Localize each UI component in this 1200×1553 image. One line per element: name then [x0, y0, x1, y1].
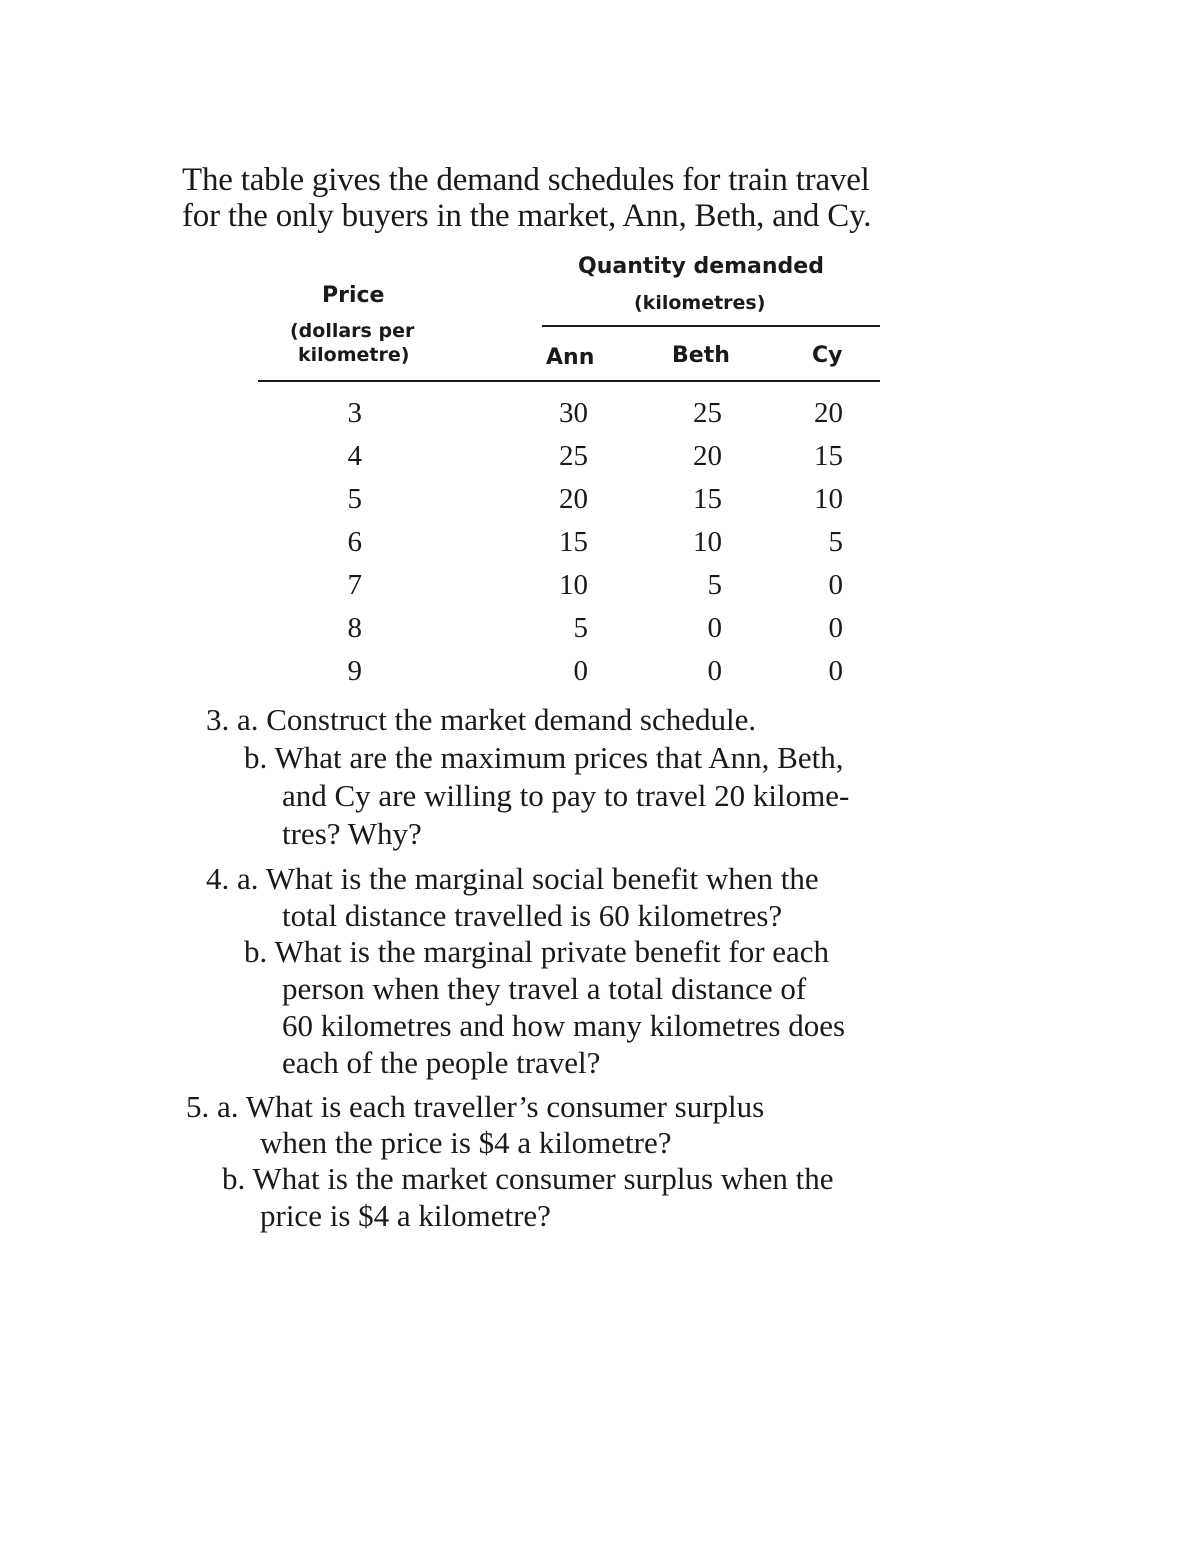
table-cell-cy: 15: [814, 440, 843, 472]
table-cell-beth: 0: [707, 655, 722, 687]
table-cell-price: 9: [347, 655, 362, 687]
table-cell-beth: 5: [707, 569, 722, 601]
question-5a-line-1: 5. a. What is each traveller’s consumer surplus: [186, 1089, 765, 1124]
table-cell-cy: 0: [828, 612, 843, 644]
table-cell-ann: 30: [559, 397, 588, 429]
question-4b-line-4: each of the people travel?: [282, 1045, 601, 1080]
quantity-header: Quantity demanded: [578, 254, 824, 279]
price-unit-line-2: kilometre): [298, 344, 410, 366]
price-unit-line-1: (dollars per: [290, 320, 415, 342]
table-cell-price: 4: [347, 440, 362, 472]
table-cell-cy: 20: [814, 397, 843, 429]
table-cell-ann: 5: [573, 612, 588, 644]
intro-paragraph: [182, 162, 902, 234]
question-4b-line-1: b. What is the marginal private benefit for each: [244, 934, 830, 969]
table-cell-cy: 0: [828, 655, 843, 687]
table-cell-price: 5: [347, 483, 362, 515]
table-cell-cy: 5: [828, 526, 843, 558]
price-header: Price: [322, 283, 385, 308]
table-cell-price: 3: [347, 397, 362, 429]
quantity-header-rule: [542, 325, 880, 327]
quantity-unit: (kilometres): [634, 292, 766, 314]
question-3b-line-3: tres? Why?: [282, 816, 422, 851]
table-cell-beth: 10: [693, 526, 722, 558]
question-3b-line-1: b. What are the maximum prices that Ann, Beth,: [244, 740, 844, 775]
table-cell-price: 7: [347, 569, 362, 601]
table-cell-beth: 25: [693, 397, 722, 429]
column-header-ann: Ann: [546, 345, 595, 370]
header-bottom-rule: [258, 380, 880, 382]
column-header-beth: Beth: [672, 343, 730, 368]
table-cell-beth: 20: [693, 440, 722, 472]
question-4b-line-2: person when they travel a total distance of: [282, 971, 807, 1006]
table-cell-price: 6: [347, 526, 362, 558]
intro-line-2: for the only buyers in the market, Ann, Beth, and Cy.: [182, 198, 872, 234]
table-cell-ann: 25: [559, 440, 588, 472]
question-4b-line-3: 60 kilometres and how many kilometres does: [282, 1008, 846, 1043]
table-cell-cy: 10: [814, 483, 843, 515]
intro-line-1: The table gives the demand schedules for train travel: [182, 162, 870, 198]
question-5b-line-2: price is $4 a kilometre?: [260, 1198, 551, 1233]
question-5b-line-1: b. What is the market consumer surplus when the: [222, 1161, 834, 1196]
table-cell-price: 8: [347, 612, 362, 644]
table-cell-ann: 10: [559, 569, 588, 601]
table-cell-cy: 0: [828, 569, 843, 601]
question-3b-line-2: and Cy are willing to pay to travel 20 kilome-: [282, 778, 850, 813]
table-cell-ann: 20: [559, 483, 588, 515]
column-header-cy: Cy: [812, 343, 843, 368]
question-4a-line-1: 4. a. What is the marginal social benefit when the: [206, 861, 819, 896]
question-3a: 3. a. Construct the market demand schedule.: [206, 702, 757, 737]
table-cell-beth: 15: [693, 483, 722, 515]
table-cell-ann: 0: [573, 655, 588, 687]
question-5a-line-2: when the price is $4 a kilometre?: [260, 1125, 672, 1160]
table-cell-ann: 15: [559, 526, 588, 558]
table-cell-beth: 0: [707, 612, 722, 644]
question-4a-line-2: total distance travelled is 60 kilometres?: [282, 898, 783, 933]
